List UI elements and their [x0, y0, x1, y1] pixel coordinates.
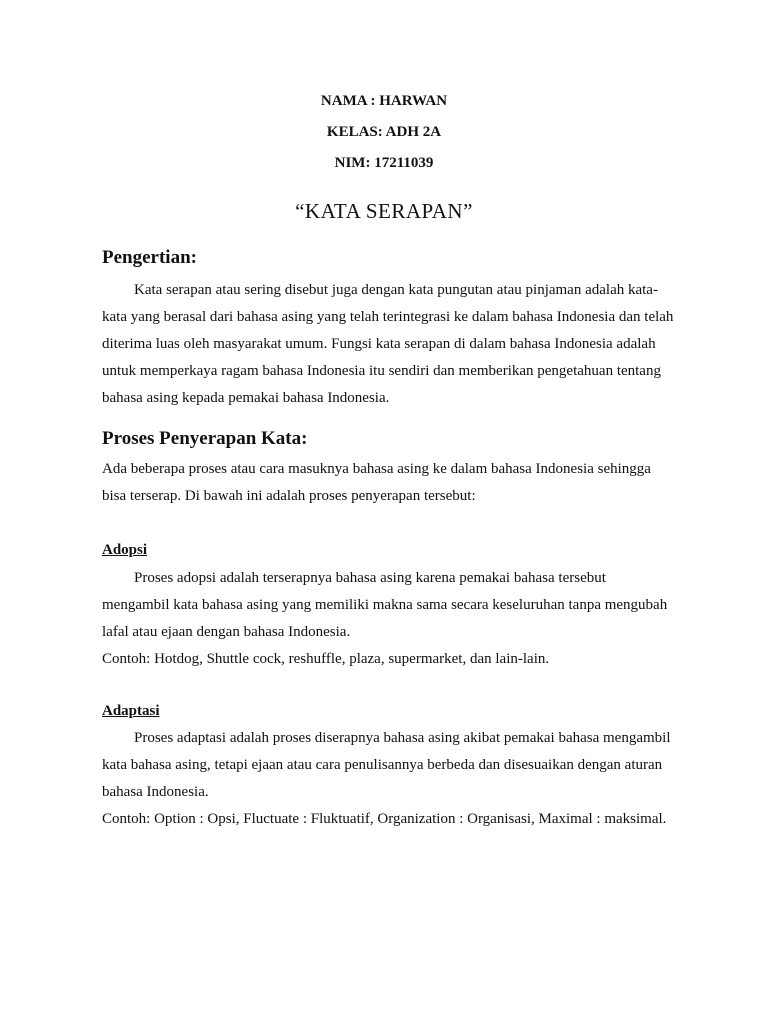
paragraph-line: Proses adopsi adalah terserapnya bahasa asing karena pemakai bahasa tersebut: [134, 570, 606, 586]
paragraph-line: bisa terserap. Di bawah ini adalah proses penyerapan tersebut:: [102, 488, 476, 504]
heading-pengertian: Pengertian:: [102, 247, 197, 268]
paragraph-line: kata yang berasal dari bahasa asing yang telah terintegrasi ke dalam bahasa Indonesia dan telah: [102, 309, 674, 325]
paragraph-line: mengambil kata bahasa asing yang memiliki makna sama secara keseluruhan tanpa mengubah: [102, 597, 668, 613]
student-id: NIM: 17211039: [334, 155, 434, 171]
paragraph-line: untuk memperkaya ragam bahasa Indonesia itu sendiri dan memberikan pengetahuan tentang: [102, 363, 661, 379]
paragraph-line: diterima luas oleh masyarakat umum. Fungsi kata serapan di dalam bahasa Indonesia adalah: [102, 336, 656, 352]
heading-adaptasi: Adaptasi: [102, 703, 160, 719]
student-class: KELAS: ADH 2A: [326, 124, 442, 140]
example-line: Contoh: Option : Opsi, Fluctuate : Fluktuatif, Organization : Organisasi, Maximal : maksimal.: [102, 811, 667, 827]
document-title: “KATA SERAPAN”: [295, 199, 473, 223]
paragraph-line: lafal atau ejaan dengan bahasa Indonesia.: [102, 624, 351, 640]
paragraph-line: bahasa asing kepada pemakai bahasa Indonesia.: [102, 390, 390, 406]
paragraph-line: Proses adaptasi adalah proses diserapnya bahasa asing akibat pemakai bahasa mengambil: [134, 730, 671, 746]
paragraph-line: bahasa Indonesia.: [102, 784, 209, 800]
example-line: Contoh: Hotdog, Shuttle cock, reshuffle, plaza, supermarket, dan lain-lain.: [102, 651, 550, 667]
heading-proses: Proses Penyerapan Kata:: [102, 428, 308, 449]
student-name: NAMA : HARWAN: [320, 93, 448, 109]
heading-adopsi: Adopsi: [102, 542, 148, 558]
paragraph-line: kata bahasa asing, tetapi ejaan atau cara penulisannya berbeda dan disesuaikan dengan aturan: [102, 757, 663, 773]
paragraph-line: Ada beberapa proses atau cara masuknya bahasa asing ke dalam bahasa Indonesia sehingga: [102, 461, 651, 477]
paragraph-line: Kata serapan atau sering disebut juga dengan kata pungutan atau pinjaman adalah kata-: [134, 282, 658, 298]
